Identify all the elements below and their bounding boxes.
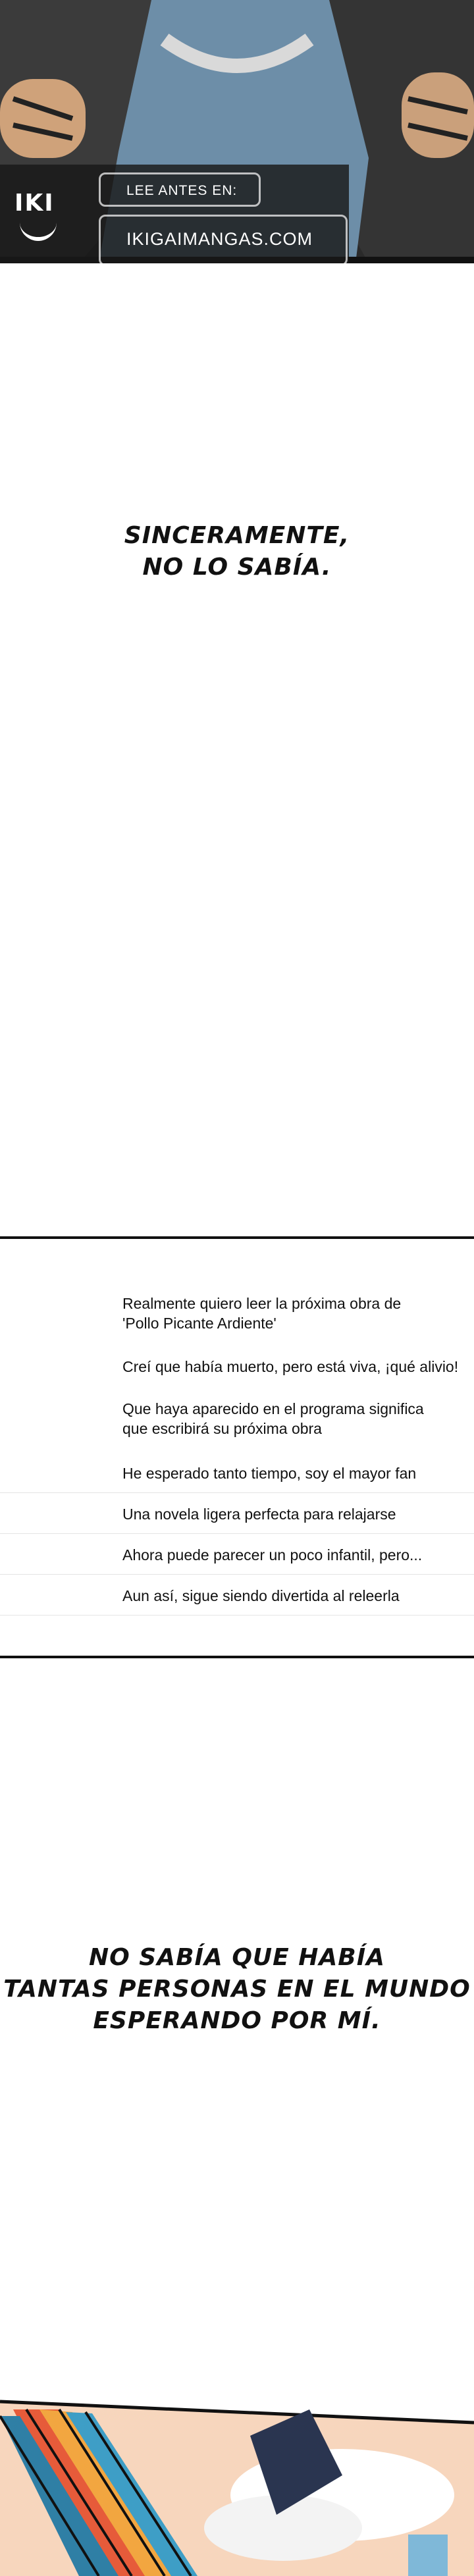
speech-bubble-1	[0, 520, 474, 583]
panel-border-bottom	[0, 1656, 474, 1658]
speech-2-line-3: ESPERANDO POR MÍ.	[93, 2007, 381, 2034]
watermark-label: LEE ANTES EN:	[126, 183, 238, 198]
list-item: Ahora puede parecer un poco infantil, pero...	[122, 1546, 423, 1564]
speech-2-line-1: NO SABÍA QUE HABÍA	[89, 1944, 385, 1971]
speech-bubble-2	[0, 1942, 474, 2037]
list-item: Aun así, sigue siendo divertida al releerla	[122, 1587, 400, 1604]
panel-border-top	[0, 1236, 474, 1239]
list-item: He esperado tanto tiempo, soy el mayor fan	[122, 1465, 417, 1482]
bottom-panel-illustration	[0, 2396, 474, 2576]
divider	[0, 1533, 474, 1534]
iki-logo: IKI	[14, 190, 55, 217]
list-item: Realmente quiero leer la próxima obra de 'Pollo Picante Ardiente'	[122, 1295, 402, 1332]
sky-scene-illustration	[0, 2396, 474, 2576]
list-item: Una novela ligera perfecta para relajarse	[122, 1506, 396, 1523]
list-item: Que haya aparecido en el programa significa que escribirá su próxima obra	[122, 1400, 424, 1437]
list-item: Creí que había muerto, pero está viva, ¡qué alivio!	[122, 1358, 459, 1375]
speech-1-line-1: SINCERAMENTE,	[124, 522, 350, 549]
divider	[0, 1574, 474, 1575]
watermark-url: IKIGAIMANGAS.COM	[126, 229, 313, 249]
speech-2-line-2: TANTAS PERSONAS EN EL MUNDO	[3, 1976, 471, 2003]
top-panel-illustration	[0, 0, 474, 263]
speech-1-line-2: NO LO SABÍA.	[142, 554, 332, 581]
divider	[0, 1492, 474, 1493]
divider	[0, 1615, 474, 1616]
